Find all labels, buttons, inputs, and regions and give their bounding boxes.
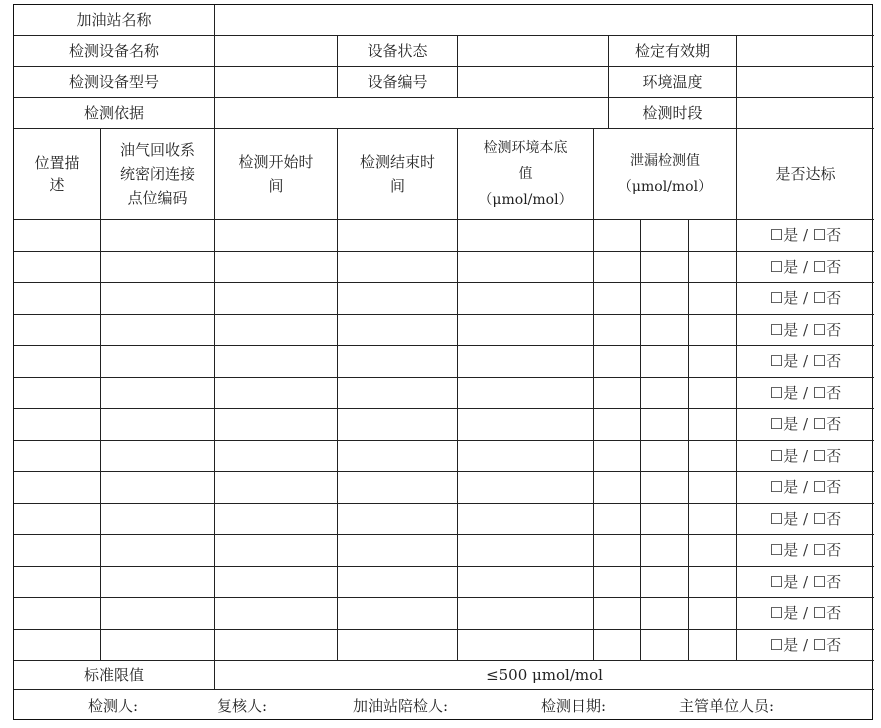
row-point-code-cell[interactable] <box>101 630 215 662</box>
pass-checkbox-pair[interactable]: ☐是 / ☐否 <box>737 567 874 599</box>
pass-checkbox-pair[interactable]: ☐是 / ☐否 <box>737 283 874 315</box>
row-leak-cell-1[interactable] <box>594 346 641 378</box>
col-header-leak: 泄漏检测值 （μmol/mol） <box>594 129 737 220</box>
row-start-time-cell[interactable] <box>215 315 338 347</box>
row-leak-cell-3[interactable] <box>689 535 737 567</box>
row-start-time-cell[interactable] <box>215 535 338 567</box>
calibration-field[interactable] <box>737 36 874 67</box>
inspector-label: 检测人: <box>88 697 139 715</box>
row-point-code-cell[interactable] <box>101 441 215 473</box>
reviewer-label: 复核人: <box>217 697 268 715</box>
row-leak-cell-1[interactable] <box>594 409 641 441</box>
row-background-cell[interactable] <box>458 346 594 378</box>
row-start-time-cell[interactable] <box>215 220 338 252</box>
row-position-cell[interactable] <box>14 220 101 252</box>
row-point-code-cell[interactable] <box>101 315 215 347</box>
row-leak-cell-3[interactable] <box>689 283 737 315</box>
row-point-code-cell[interactable] <box>101 472 215 504</box>
col-header-end-time: 检测结束时 间 <box>338 129 458 220</box>
row-position-cell[interactable] <box>14 409 101 441</box>
row-position-cell[interactable] <box>14 315 101 347</box>
row-start-time-cell[interactable] <box>215 346 338 378</box>
row-position-cell[interactable] <box>14 346 101 378</box>
row-leak-cell-3[interactable] <box>689 220 737 252</box>
pass-checkbox-pair[interactable]: ☐是 / ☐否 <box>737 252 874 284</box>
row-background-cell[interactable] <box>458 220 594 252</box>
row-start-time-cell[interactable] <box>215 409 338 441</box>
pass-checkbox-pair[interactable]: ☐是 / ☐否 <box>737 220 874 252</box>
col-header-point-code: 油气回收系 统密闭连接 点位编码 <box>101 129 215 220</box>
row-leak-cell-1[interactable] <box>594 220 641 252</box>
row-leak-cell-3[interactable] <box>689 598 737 630</box>
row-background-cell[interactable] <box>458 441 594 473</box>
row-leak-cell-3[interactable] <box>689 346 737 378</box>
row-background-cell[interactable] <box>458 630 594 662</box>
row-start-time-cell[interactable] <box>215 283 338 315</box>
pass-checkbox-pair[interactable]: ☐是 / ☐否 <box>737 598 874 630</box>
row-point-code-cell[interactable] <box>101 598 215 630</box>
row-leak-cell-2[interactable] <box>641 567 689 599</box>
pass-checkbox-pair[interactable]: ☐是 / ☐否 <box>737 441 874 473</box>
row-leak-cell-1[interactable] <box>594 252 641 284</box>
col-header-pass: 是否达标 <box>737 129 874 220</box>
row-point-code-cell[interactable] <box>101 409 215 441</box>
row-leak-cell-2[interactable] <box>641 378 689 410</box>
row-start-time-cell[interactable] <box>215 504 338 536</box>
row-leak-cell-2[interactable] <box>641 504 689 536</box>
row-leak-cell-2[interactable] <box>641 441 689 473</box>
pass-checkbox-pair[interactable]: ☐是 / ☐否 <box>737 346 874 378</box>
env-temp-field[interactable] <box>737 67 874 98</box>
pass-checkbox-pair[interactable]: ☐是 / ☐否 <box>737 409 874 441</box>
row-point-code-cell[interactable] <box>101 535 215 567</box>
row-end-time-cell[interactable] <box>338 378 458 410</box>
col-header-position: 位置描 述 <box>14 129 101 220</box>
row-leak-cell-3[interactable] <box>689 630 737 662</box>
row-end-time-cell[interactable] <box>338 346 458 378</box>
row-end-time-cell[interactable] <box>338 315 458 347</box>
row-leak-cell-2[interactable] <box>641 315 689 347</box>
row-start-time-cell[interactable] <box>215 441 338 473</box>
env-temp-label: 环境温度 <box>609 67 737 98</box>
row-start-time-cell[interactable] <box>215 252 338 284</box>
row-position-cell[interactable] <box>14 378 101 410</box>
row-background-cell[interactable] <box>458 535 594 567</box>
row-leak-cell-2[interactable] <box>641 252 689 284</box>
period-field[interactable] <box>737 98 874 129</box>
row-point-code-cell[interactable] <box>101 252 215 284</box>
row-end-time-cell[interactable] <box>338 441 458 473</box>
row-position-cell[interactable] <box>14 535 101 567</box>
row-background-cell[interactable] <box>458 283 594 315</box>
row-leak-cell-2[interactable] <box>641 220 689 252</box>
pass-checkbox-pair[interactable]: ☐是 / ☐否 <box>737 315 874 347</box>
device-model-field[interactable] <box>215 67 338 98</box>
row-end-time-cell[interactable] <box>338 409 458 441</box>
row-end-time-cell[interactable] <box>338 472 458 504</box>
device-name-label: 检测设备名称 <box>14 36 215 67</box>
row-position-cell[interactable] <box>14 504 101 536</box>
row-end-time-cell[interactable] <box>338 535 458 567</box>
row-leak-cell-2[interactable] <box>641 409 689 441</box>
row-position-cell[interactable] <box>14 283 101 315</box>
row-position-cell[interactable] <box>14 472 101 504</box>
row-leak-cell-1[interactable] <box>594 283 641 315</box>
row-point-code-cell[interactable] <box>101 283 215 315</box>
row-leak-cell-2[interactable] <box>641 630 689 662</box>
row-start-time-cell[interactable] <box>215 472 338 504</box>
pass-checkbox-pair[interactable]: ☐是 / ☐否 <box>737 378 874 410</box>
row-start-time-cell[interactable] <box>215 598 338 630</box>
row-point-code-cell[interactable] <box>101 346 215 378</box>
row-background-cell[interactable] <box>458 504 594 536</box>
row-background-cell[interactable] <box>458 567 594 599</box>
row-leak-cell-3[interactable] <box>689 567 737 599</box>
device-number-field[interactable] <box>458 67 609 98</box>
row-position-cell[interactable] <box>14 567 101 599</box>
row-background-cell[interactable] <box>458 315 594 347</box>
row-leak-cell-2[interactable] <box>641 535 689 567</box>
row-position-cell[interactable] <box>14 252 101 284</box>
row-leak-cell-3[interactable] <box>689 409 737 441</box>
row-leak-cell-3[interactable] <box>689 378 737 410</box>
row-leak-cell-1[interactable] <box>594 535 641 567</box>
row-leak-cell-1[interactable] <box>594 630 641 662</box>
col-header-start-time: 检测开始时 间 <box>215 129 338 220</box>
row-end-time-cell[interactable] <box>338 220 458 252</box>
row-leak-cell-2[interactable] <box>641 598 689 630</box>
row-background-cell[interactable] <box>458 252 594 284</box>
row-leak-cell-2[interactable] <box>641 346 689 378</box>
standard-label: 标准限值 <box>14 661 215 690</box>
row-position-cell[interactable] <box>14 598 101 630</box>
supervisor-label: 主管单位人员: <box>679 697 775 715</box>
row-start-time-cell[interactable] <box>215 630 338 662</box>
station-escort-label: 加油站陪检人: <box>353 697 449 715</box>
row-leak-cell-1[interactable] <box>594 567 641 599</box>
row-position-cell[interactable] <box>14 441 101 473</box>
row-background-cell[interactable] <box>458 378 594 410</box>
row-leak-cell-1[interactable] <box>594 472 641 504</box>
device-number-label: 设备编号 <box>338 67 458 98</box>
row-leak-cell-2[interactable] <box>641 283 689 315</box>
row-end-time-cell[interactable] <box>338 283 458 315</box>
row-leak-cell-2[interactable] <box>641 472 689 504</box>
row-point-code-cell[interactable] <box>101 567 215 599</box>
col-header-background: 检测环境本底 值 （μmol/mol） <box>458 129 594 220</box>
row-background-cell[interactable] <box>458 598 594 630</box>
device-status-field[interactable] <box>458 36 609 67</box>
row-leak-cell-1[interactable] <box>594 504 641 536</box>
station-name-label: 加油站名称 <box>14 5 215 36</box>
row-leak-cell-3[interactable] <box>689 504 737 536</box>
row-position-cell[interactable] <box>14 630 101 662</box>
row-leak-cell-1[interactable] <box>594 315 641 347</box>
pass-checkbox-pair[interactable]: ☐是 / ☐否 <box>737 630 874 662</box>
row-leak-cell-1[interactable] <box>594 441 641 473</box>
row-end-time-cell[interactable] <box>338 630 458 662</box>
calibration-label: 检定有效期 <box>609 36 737 67</box>
row-leak-cell-3[interactable] <box>689 252 737 284</box>
station-name-field[interactable] <box>215 5 874 36</box>
device-model-label: 检测设备型号 <box>14 67 215 98</box>
signature-line <box>14 689 874 719</box>
row-start-time-cell[interactable] <box>215 378 338 410</box>
pass-checkbox-pair[interactable]: ☐是 / ☐否 <box>737 472 874 504</box>
row-point-code-cell[interactable] <box>101 504 215 536</box>
pass-checkbox-pair[interactable]: ☐是 / ☐否 <box>737 504 874 536</box>
device-name-field[interactable] <box>215 36 338 67</box>
row-leak-cell-1[interactable] <box>594 598 641 630</box>
row-point-code-cell[interactable] <box>101 378 215 410</box>
row-end-time-cell[interactable] <box>338 567 458 599</box>
row-end-time-cell[interactable] <box>338 504 458 536</box>
row-leak-cell-3[interactable] <box>689 315 737 347</box>
row-background-cell[interactable] <box>458 409 594 441</box>
standard-value: ≤500 μmol/mol <box>215 661 874 690</box>
pass-checkbox-pair[interactable]: ☐是 / ☐否 <box>737 535 874 567</box>
row-end-time-cell[interactable] <box>338 252 458 284</box>
inspection-form <box>13 4 873 720</box>
row-point-code-cell[interactable] <box>101 220 215 252</box>
row-leak-cell-3[interactable] <box>689 441 737 473</box>
row-background-cell[interactable] <box>458 472 594 504</box>
row-leak-cell-3[interactable] <box>689 472 737 504</box>
row-leak-cell-1[interactable] <box>594 378 641 410</box>
date-label: 检测日期: <box>541 697 607 715</box>
device-status-label: 设备状态 <box>338 36 458 67</box>
period-label: 检测时段 <box>609 98 737 129</box>
basis-label: 检测依据 <box>14 98 215 129</box>
row-end-time-cell[interactable] <box>338 598 458 630</box>
basis-field[interactable] <box>215 98 609 129</box>
row-start-time-cell[interactable] <box>215 567 338 599</box>
